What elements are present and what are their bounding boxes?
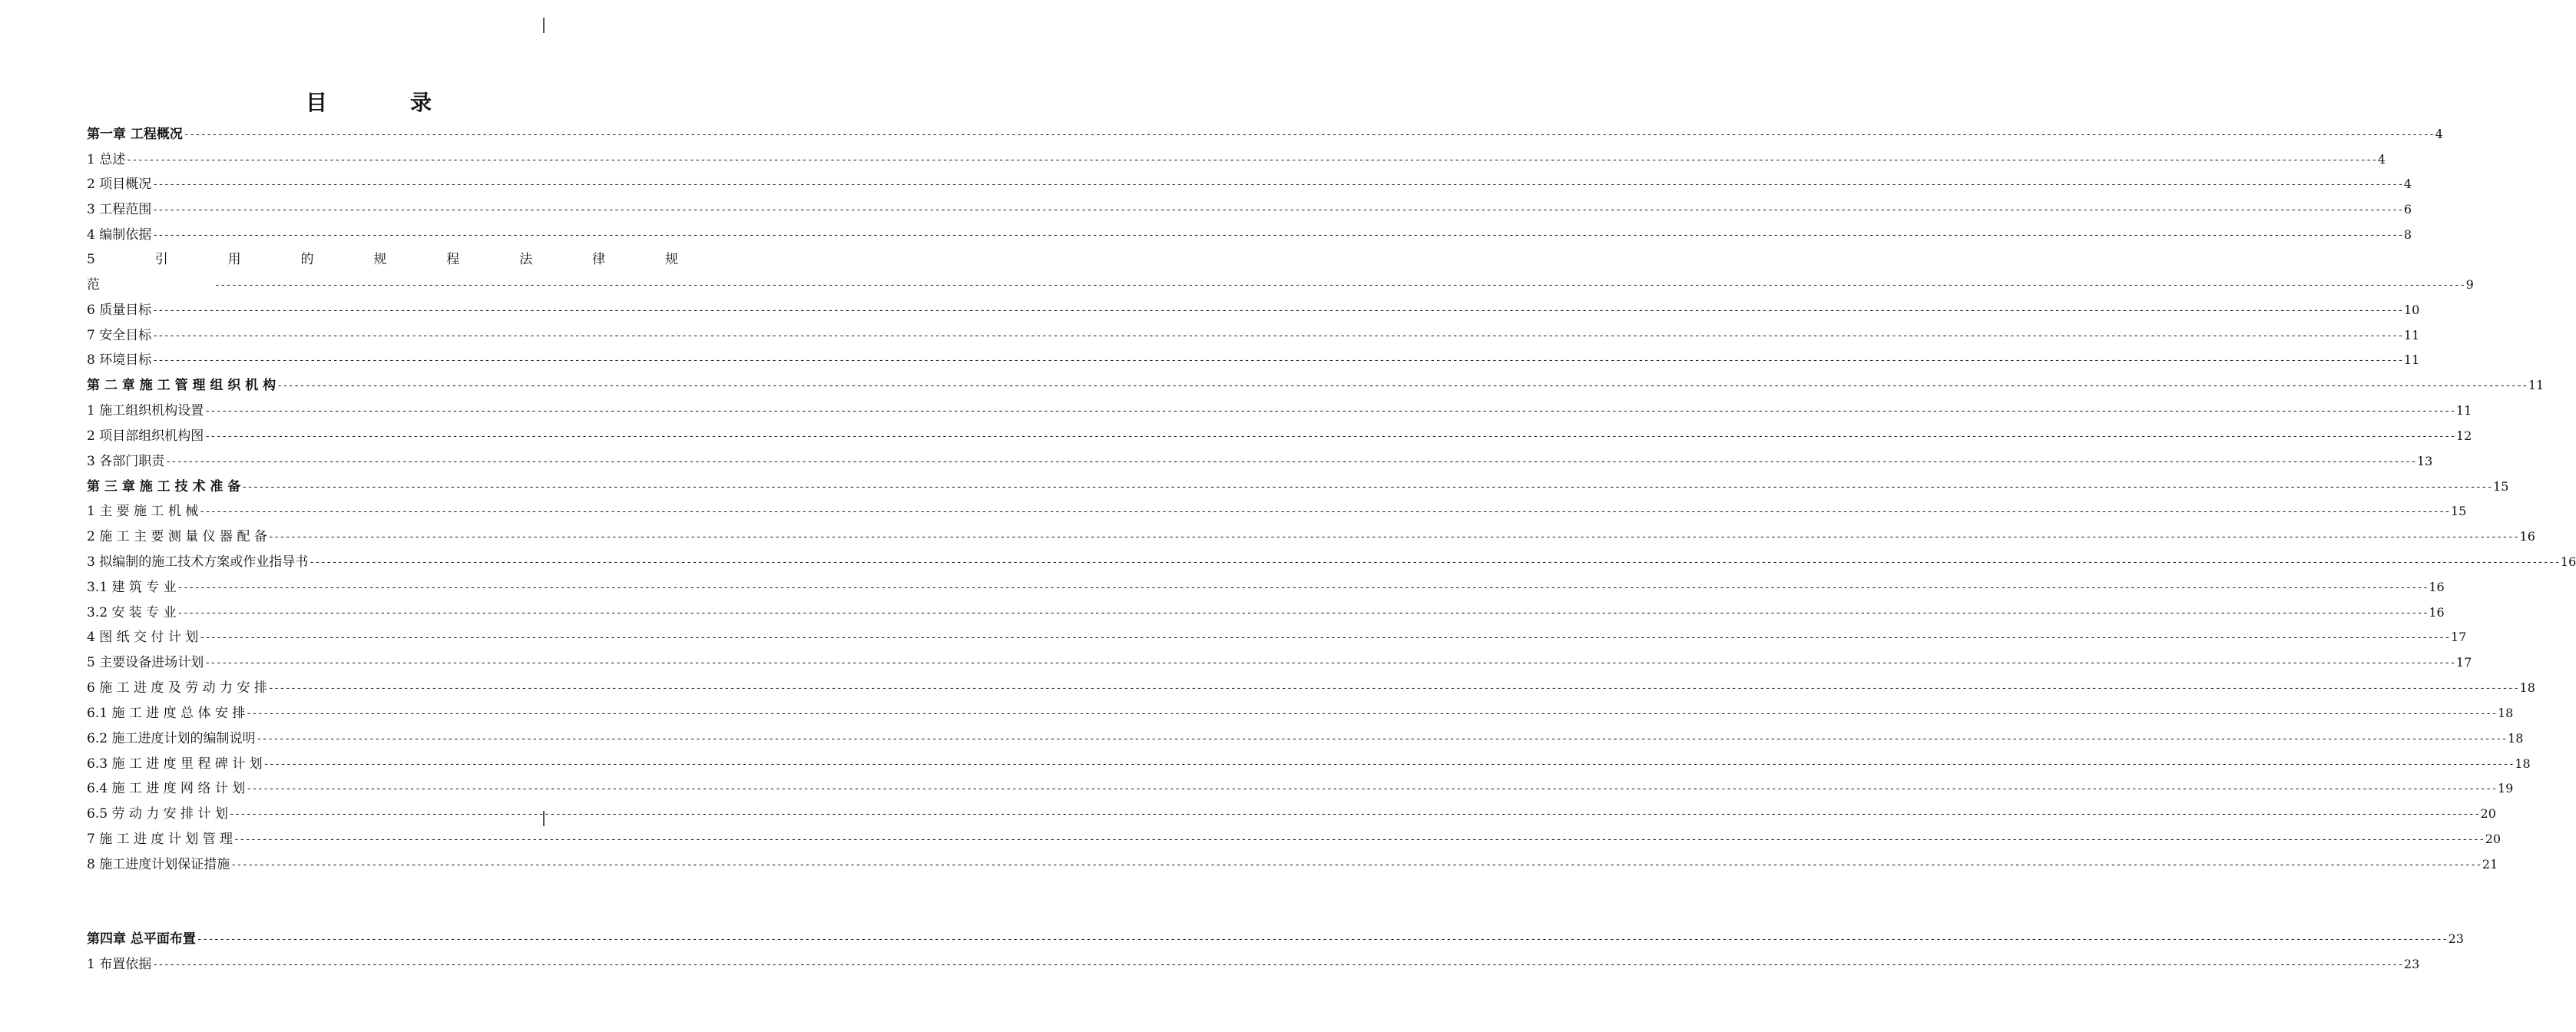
toc-entry-label: 第 二 章 施 工 管 理 组 织 机 构 bbox=[87, 378, 276, 393]
toc-chapter-entry[interactable] bbox=[87, 478, 2509, 496]
toc-spread-line bbox=[87, 250, 678, 269]
toc-spread-char: 规 bbox=[373, 252, 387, 267]
toc-entry-label: 4 编制依据 bbox=[87, 227, 152, 243]
toc-dot-leader: ---------------------------------------------------------------------------------------------------------------------------------------------------------------------------------------------------------------------------------------------------------------------------------------------------------------------------------------------------------------------------------------------------------------- bbox=[241, 481, 2493, 493]
toc-page-number: 19 bbox=[2497, 781, 2514, 796]
toc-dot-leader: ---------------------------------------------------------------------------------------------------------------------------------------------------------------------------------------------------------------------------------------------------------------------------------------------------------------------------------------------------------------------------------------------------------------- bbox=[246, 708, 2497, 719]
toc-spread-char: 的 bbox=[300, 252, 314, 267]
toc-entry-label: 3 各部门职责 bbox=[87, 454, 165, 469]
toc-entry[interactable] bbox=[87, 326, 2420, 345]
toc-spread-char: 规 bbox=[664, 252, 678, 267]
toc-dot-leader: ---------------------------------------------------------------------------------------------------------------------------------------------------------------------------------------------------------------------------------------------------------------------------------------------------------------------------------------------------------------------------------------------------------------- bbox=[177, 607, 2429, 619]
toc-dot-leader: ---------------------------------------------------------------------------------------------------------------------------------------------------------------------------------------------------------------------------------------------------------------------------------------------------------------------------------------------------------------------------------------------------------------- bbox=[204, 405, 2455, 417]
page-title: 目 录 bbox=[305, 90, 462, 115]
toc-entry[interactable] bbox=[87, 679, 2535, 697]
toc-dot-leader: ---------------------------------------------------------------------------------------------------------------------------------------------------------------------------------------------------------------------------------------------------------------------------------------------------------------------------------------------------------------------------------------------------------------- bbox=[199, 632, 2450, 643]
toc-entry[interactable] bbox=[87, 427, 2472, 445]
toc-dot-leader: ---------------------------------------------------------------------------------------------------------------------------------------------------------------------------------------------------------------------------------------------------------------------------------------------------------------------------------------------------------------------------------------------------------------- bbox=[183, 129, 2435, 141]
toc-entry[interactable] bbox=[87, 502, 2467, 521]
toc-entry-label: 3 工程范围 bbox=[87, 202, 152, 217]
toc-entry-label: 8 环境目标 bbox=[87, 352, 152, 368]
toc-entry[interactable] bbox=[87, 704, 2514, 723]
toc-page-number: 17 bbox=[2450, 630, 2467, 644]
toc-dot-leader: ---------------------------------------------------------------------------------------------------------------------------------------------------------------------------------------------------------------------------------------------------------------------------------------------------------------------------------------------------------------------------------------------------------------- bbox=[196, 934, 2448, 945]
toc-dot-leader: ---------------------------------------------------------------------------------------------------------------------------------------------------------------------------------------------------------------------------------------------------------------------------------------------------------------------------------------------------------------------------------------------------------------- bbox=[246, 783, 2497, 795]
toc-entry[interactable] bbox=[87, 578, 2445, 597]
toc-entry-label: 3.2 安 装 专 业 bbox=[87, 605, 177, 620]
toc-dot-leader: ---------------------------------------------------------------------------------------------------------------------------------------------------------------------------------------------------------------------------------------------------------------------------------------------------------------------------------------------------------------------------------------------------------------- bbox=[152, 305, 2403, 316]
toc-page-number: 18 bbox=[2515, 756, 2531, 771]
toc-page-number: 18 bbox=[2519, 680, 2535, 695]
toc-chapter-entry[interactable] bbox=[87, 376, 2545, 395]
toc-entry-label: 6.3 施 工 进 度 里 程 碑 计 划 bbox=[87, 756, 263, 772]
toc-entry[interactable] bbox=[87, 351, 2420, 369]
toc-dot-leader: ---------------------------------------------------------------------------------------------------------------------------------------------------------------------------------------------------------------------------------------------------------------------------------------------------------------------------------------------------------------------------------------------------------------- bbox=[233, 834, 2485, 845]
toc-dot-leader: ---------------------------------------------------------------------------------------------------------------------------------------------------------------------------------------------------------------------------------------------------------------------------------------------------------------------------------------------------------------------------------------------------------------- bbox=[204, 431, 2455, 442]
toc-page-number: 11 bbox=[2455, 403, 2472, 418]
toc-entry-label: 6.5 劳 动 力 安 排 计 划 bbox=[87, 806, 228, 822]
toc-entry[interactable] bbox=[87, 653, 2472, 672]
toc-page-number: 18 bbox=[2497, 706, 2514, 720]
toc-entry-label: 1 布置依据 bbox=[87, 957, 152, 972]
toc-entry-label: 6 施 工 进 度 及 劳 动 力 安 排 bbox=[87, 680, 267, 696]
toc-entry[interactable] bbox=[87, 779, 2514, 798]
toc-entry[interactable] bbox=[87, 830, 2502, 848]
toc-page-number: 12 bbox=[2455, 428, 2472, 443]
toc-dot-leader: ---------------------------------------------------------------------------------------------------------------------------------------------------------------------------------------------------------------------------------------------------------------------------------------------------------------------------------------------------------------------------------------------------------------- bbox=[267, 531, 2519, 543]
toc-entry[interactable] bbox=[87, 955, 2420, 974]
toc-dot-leader: ---------------------------------------------------------------------------------------------------------------------------------------------------------------------------------------------------------------------------------------------------------------------------------------------------------------------------------------------------------------------------------------------------------------- bbox=[214, 280, 2465, 291]
toc-entry[interactable] bbox=[87, 604, 2445, 622]
toc-entry-label: 第四章 总平面布置 bbox=[87, 931, 196, 947]
toc-page-number: 18 bbox=[2508, 731, 2524, 746]
toc-entry-label: 第一章 工程概况 bbox=[87, 127, 183, 142]
toc-dot-leader: ---------------------------------------------------------------------------------------------------------------------------------------------------------------------------------------------------------------------------------------------------------------------------------------------------------------------------------------------------------------------------------------------------------------- bbox=[199, 506, 2450, 518]
toc-page-number: 13 bbox=[2416, 454, 2433, 468]
toc-entry-label: 第 三 章 施 工 技 术 准 备 bbox=[87, 479, 241, 495]
toc-entry[interactable] bbox=[87, 226, 2412, 244]
toc-entry[interactable] bbox=[87, 729, 2524, 748]
text-cursor-mark bbox=[543, 18, 545, 33]
toc-entry-label: 6.2 施工进度计划的编制说明 bbox=[87, 731, 256, 746]
toc-page-number: 16 bbox=[2560, 554, 2576, 569]
toc-entry-label: 1 施工组织机构设置 bbox=[87, 403, 204, 418]
toc-dot-leader: ---------------------------------------------------------------------------------------------------------------------------------------------------------------------------------------------------------------------------------------------------------------------------------------------------------------------------------------------------------------------------------------------------------------- bbox=[152, 204, 2403, 216]
toc-entry-label: 2 项目概况 bbox=[87, 177, 152, 192]
toc-entry-label: 2 项目部组织机构图 bbox=[87, 428, 204, 444]
toc-page-number: 9 bbox=[2465, 277, 2474, 292]
toc-entry[interactable] bbox=[87, 402, 2472, 420]
toc-dot-leader: ---------------------------------------------------------------------------------------------------------------------------------------------------------------------------------------------------------------------------------------------------------------------------------------------------------------------------------------------------------------------------------------------------------------- bbox=[152, 355, 2403, 366]
toc-entry[interactable] bbox=[87, 528, 2535, 546]
toc-entry-label: 2 施 工 主 要 测 量 仪 器 配 备 bbox=[87, 529, 267, 544]
toc-entry-label: 6.4 施 工 进 度 网 络 计 划 bbox=[87, 781, 246, 796]
toc-entry[interactable] bbox=[87, 452, 2433, 471]
toc-spread-char: 引 bbox=[154, 252, 168, 267]
toc-dot-leader: ---------------------------------------------------------------------------------------------------------------------------------------------------------------------------------------------------------------------------------------------------------------------------------------------------------------------------------------------------------------------------------------------------------------- bbox=[152, 330, 2403, 342]
toc-page-number: 16 bbox=[2429, 580, 2445, 594]
toc-entry-label: 3 拟编制的施工技术方案或作业指导书 bbox=[87, 554, 309, 570]
toc-page-number: 20 bbox=[2485, 832, 2502, 846]
toc-entry-label: 1 总述 bbox=[87, 152, 126, 167]
toc-dot-leader: ---------------------------------------------------------------------------------------------------------------------------------------------------------------------------------------------------------------------------------------------------------------------------------------------------------------------------------------------------------------------------------------------------------------- bbox=[276, 380, 2528, 392]
toc-page-number: 4 bbox=[2435, 127, 2443, 141]
toc-chapter-entry[interactable] bbox=[87, 125, 2443, 144]
toc-entry[interactable] bbox=[87, 755, 2531, 773]
toc-spread-char: 律 bbox=[592, 252, 606, 267]
toc-page-number: 4 bbox=[2377, 152, 2386, 167]
toc-dot-leader: ---------------------------------------------------------------------------------------------------------------------------------------------------------------------------------------------------------------------------------------------------------------------------------------------------------------------------------------------------------------------------------------------------------------- bbox=[309, 557, 2560, 568]
toc-dot-leader: ---------------------------------------------------------------------------------------------------------------------------------------------------------------------------------------------------------------------------------------------------------------------------------------------------------------------------------------------------------------------------------------------------------------- bbox=[126, 154, 2377, 166]
toc-dot-leader: ---------------------------------------------------------------------------------------------------------------------------------------------------------------------------------------------------------------------------------------------------------------------------------------------------------------------------------------------------------------------------------------------------------------- bbox=[204, 657, 2455, 669]
toc-entry-label: 7 安全目标 bbox=[87, 328, 152, 343]
toc-page-number: 23 bbox=[2448, 931, 2464, 946]
toc-entry[interactable] bbox=[87, 805, 2496, 823]
toc-entry-label: 1 主 要 施 工 机 械 bbox=[87, 504, 199, 519]
toc-page-number: 11 bbox=[2403, 328, 2420, 342]
toc-entry[interactable] bbox=[87, 175, 2412, 194]
toc-dot-leader: ---------------------------------------------------------------------------------------------------------------------------------------------------------------------------------------------------------------------------------------------------------------------------------------------------------------------------------------------------------------------------------------------------------------- bbox=[165, 456, 2416, 468]
toc-page-number: 17 bbox=[2455, 655, 2472, 670]
toc-dot-leader: ---------------------------------------------------------------------------------------------------------------------------------------------------------------------------------------------------------------------------------------------------------------------------------------------------------------------------------------------------------------------------------------------------------------- bbox=[152, 959, 2403, 971]
toc-entry[interactable] bbox=[87, 855, 2498, 874]
toc-entry[interactable] bbox=[87, 301, 2420, 319]
toc-chapter-entry[interactable] bbox=[87, 930, 2464, 948]
toc-entry-label: 范 bbox=[87, 277, 100, 293]
toc-entry-label: 4 图 纸 交 付 计 划 bbox=[87, 630, 199, 645]
toc-page-number: 8 bbox=[2403, 227, 2412, 242]
toc-spread-char: 法 bbox=[519, 252, 533, 267]
toc-entry[interactable] bbox=[87, 150, 2386, 169]
toc-spread-char: 5 bbox=[87, 252, 95, 267]
toc-page-number: 6 bbox=[2403, 202, 2412, 217]
toc-entry-label: 6.1 施 工 进 度 总 体 安 排 bbox=[87, 706, 246, 721]
toc-entry[interactable] bbox=[87, 276, 2474, 294]
toc-page-number: 21 bbox=[2482, 857, 2498, 872]
toc-dot-leader: ---------------------------------------------------------------------------------------------------------------------------------------------------------------------------------------------------------------------------------------------------------------------------------------------------------------------------------------------------------------------------------------------------------------- bbox=[228, 809, 2480, 820]
toc-page-number: 11 bbox=[2403, 352, 2420, 367]
toc-dot-leader: ---------------------------------------------------------------------------------------------------------------------------------------------------------------------------------------------------------------------------------------------------------------------------------------------------------------------------------------------------------------------------------------------------------------- bbox=[256, 733, 2508, 745]
toc-dot-leader: ---------------------------------------------------------------------------------------------------------------------------------------------------------------------------------------------------------------------------------------------------------------------------------------------------------------------------------------------------------------------------------------------------------------- bbox=[263, 759, 2515, 770]
toc-page-number: 16 bbox=[2519, 529, 2535, 544]
toc-entry-label: 3.1 建 筑 专 业 bbox=[87, 580, 177, 595]
toc-dot-leader: ---------------------------------------------------------------------------------------------------------------------------------------------------------------------------------------------------------------------------------------------------------------------------------------------------------------------------------------------------------------------------------------------------------------- bbox=[267, 683, 2519, 694]
toc-entry-label: 8 施工进度计划保证措施 bbox=[87, 857, 230, 872]
toc-dot-leader: ---------------------------------------------------------------------------------------------------------------------------------------------------------------------------------------------------------------------------------------------------------------------------------------------------------------------------------------------------------------------------------------------------------------- bbox=[152, 179, 2403, 190]
toc-entry-label: 6 质量目标 bbox=[87, 303, 152, 318]
toc-entry[interactable] bbox=[87, 628, 2467, 647]
toc-spread-char: 用 bbox=[227, 252, 241, 267]
toc-page-number: 11 bbox=[2528, 378, 2545, 392]
toc-entry-label: 7 施 工 进 度 计 划 管 理 bbox=[87, 832, 233, 847]
toc-entry[interactable] bbox=[87, 200, 2412, 219]
toc-spread-char: 程 bbox=[446, 252, 460, 267]
toc-page-number: 20 bbox=[2480, 806, 2496, 821]
toc-page-number: 15 bbox=[2493, 479, 2509, 494]
toc-page-number: 4 bbox=[2403, 177, 2412, 191]
toc-dot-leader: ---------------------------------------------------------------------------------------------------------------------------------------------------------------------------------------------------------------------------------------------------------------------------------------------------------------------------------------------------------------------------------------------------------------- bbox=[230, 859, 2482, 871]
toc-page-number: 15 bbox=[2450, 504, 2467, 518]
toc-page-number: 16 bbox=[2429, 605, 2445, 620]
toc-dot-leader: ---------------------------------------------------------------------------------------------------------------------------------------------------------------------------------------------------------------------------------------------------------------------------------------------------------------------------------------------------------------------------------------------------------------- bbox=[152, 230, 2403, 241]
toc-entry-label: 5 主要设备进场计划 bbox=[87, 655, 204, 670]
toc-page-number: 10 bbox=[2403, 303, 2420, 317]
toc-page-number: 23 bbox=[2403, 957, 2420, 971]
toc-entry[interactable] bbox=[87, 553, 2576, 571]
toc-dot-leader: ---------------------------------------------------------------------------------------------------------------------------------------------------------------------------------------------------------------------------------------------------------------------------------------------------------------------------------------------------------------------------------------------------------------- bbox=[177, 582, 2429, 594]
